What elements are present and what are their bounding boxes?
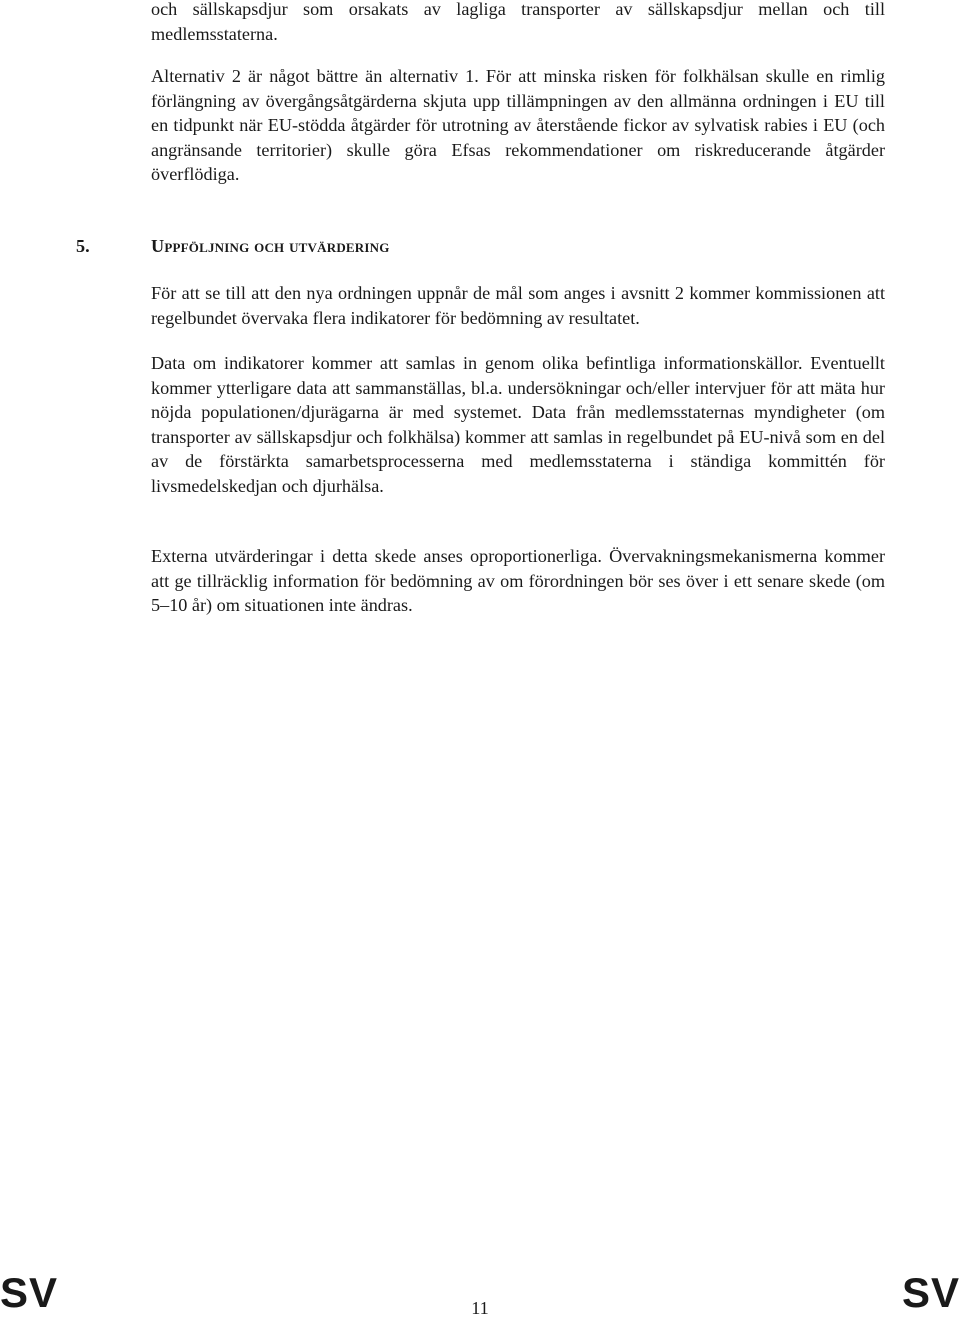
paragraph-data-collection: Data om indikatorer kommer att samlas in genom olika befintliga informationskällor. Eventuellt kommer ytterligare data att sammanställas, bl.a. undersökningar och/eller intervjuer för att mäta hur nöjda populationen/djurägarna är med systemet. Data från medlemsstaternas myndigheter (om transporter av sällskapsdjur och folkhälsa) kommer att samlas in regelbundet på EU-nivå som en del av de förstärkta samarbetsprocesserna med medlemsstaterna i ständiga kommittén för livsmedelskedjan och djurhälsa.: [151, 353, 885, 496]
section-number: 5.: [76, 236, 90, 256]
paragraph-alternatives: Alternativ 2 är något bättre än alternativ 1. För att minska risken för folkhälsan skulle en rimlig förlängning av övergångsåtgärderna skjuta upp tillämpningen av den allmänna ordningen i EU till en tidpunkt när EU-stödda åtgärder för utrotning av återstående fickor av sylvatisk rabies i EU (och angränsande territorier) skulle göra Efsas rekommendationer om riskreducerande åtgärder överflödiga.: [151, 66, 885, 185]
paragraph-monitoring: För att se till att den nya ordningen uppnår de mål som anges i avsnitt 2 kommer kommissionen att regelbundet övervaka flera indikatorer för bedömning av resultatet.: [151, 283, 885, 328]
footer-language-right: SV: [901, 1269, 960, 1316]
page-number: 11: [471, 1298, 489, 1318]
footer-language-left: SV: [0, 1269, 59, 1316]
paragraph-continuation: och sällskapsdjur som orsakats av lagliga transporter av sällskapsdjur mellan och till medlemsstaterna.: [151, 0, 885, 44]
section-title: Uppföljning och utvärdering: [151, 236, 390, 256]
paragraph-evaluation: Externa utvärderingar i detta skede anses oproportionerliga. Övervakningsmekanismerna kommer att ge tillräcklig information för bedömning av om förordningen bör ses över i ett senare skede (om 5–10 år) om situationen inte ändras.: [151, 546, 885, 616]
